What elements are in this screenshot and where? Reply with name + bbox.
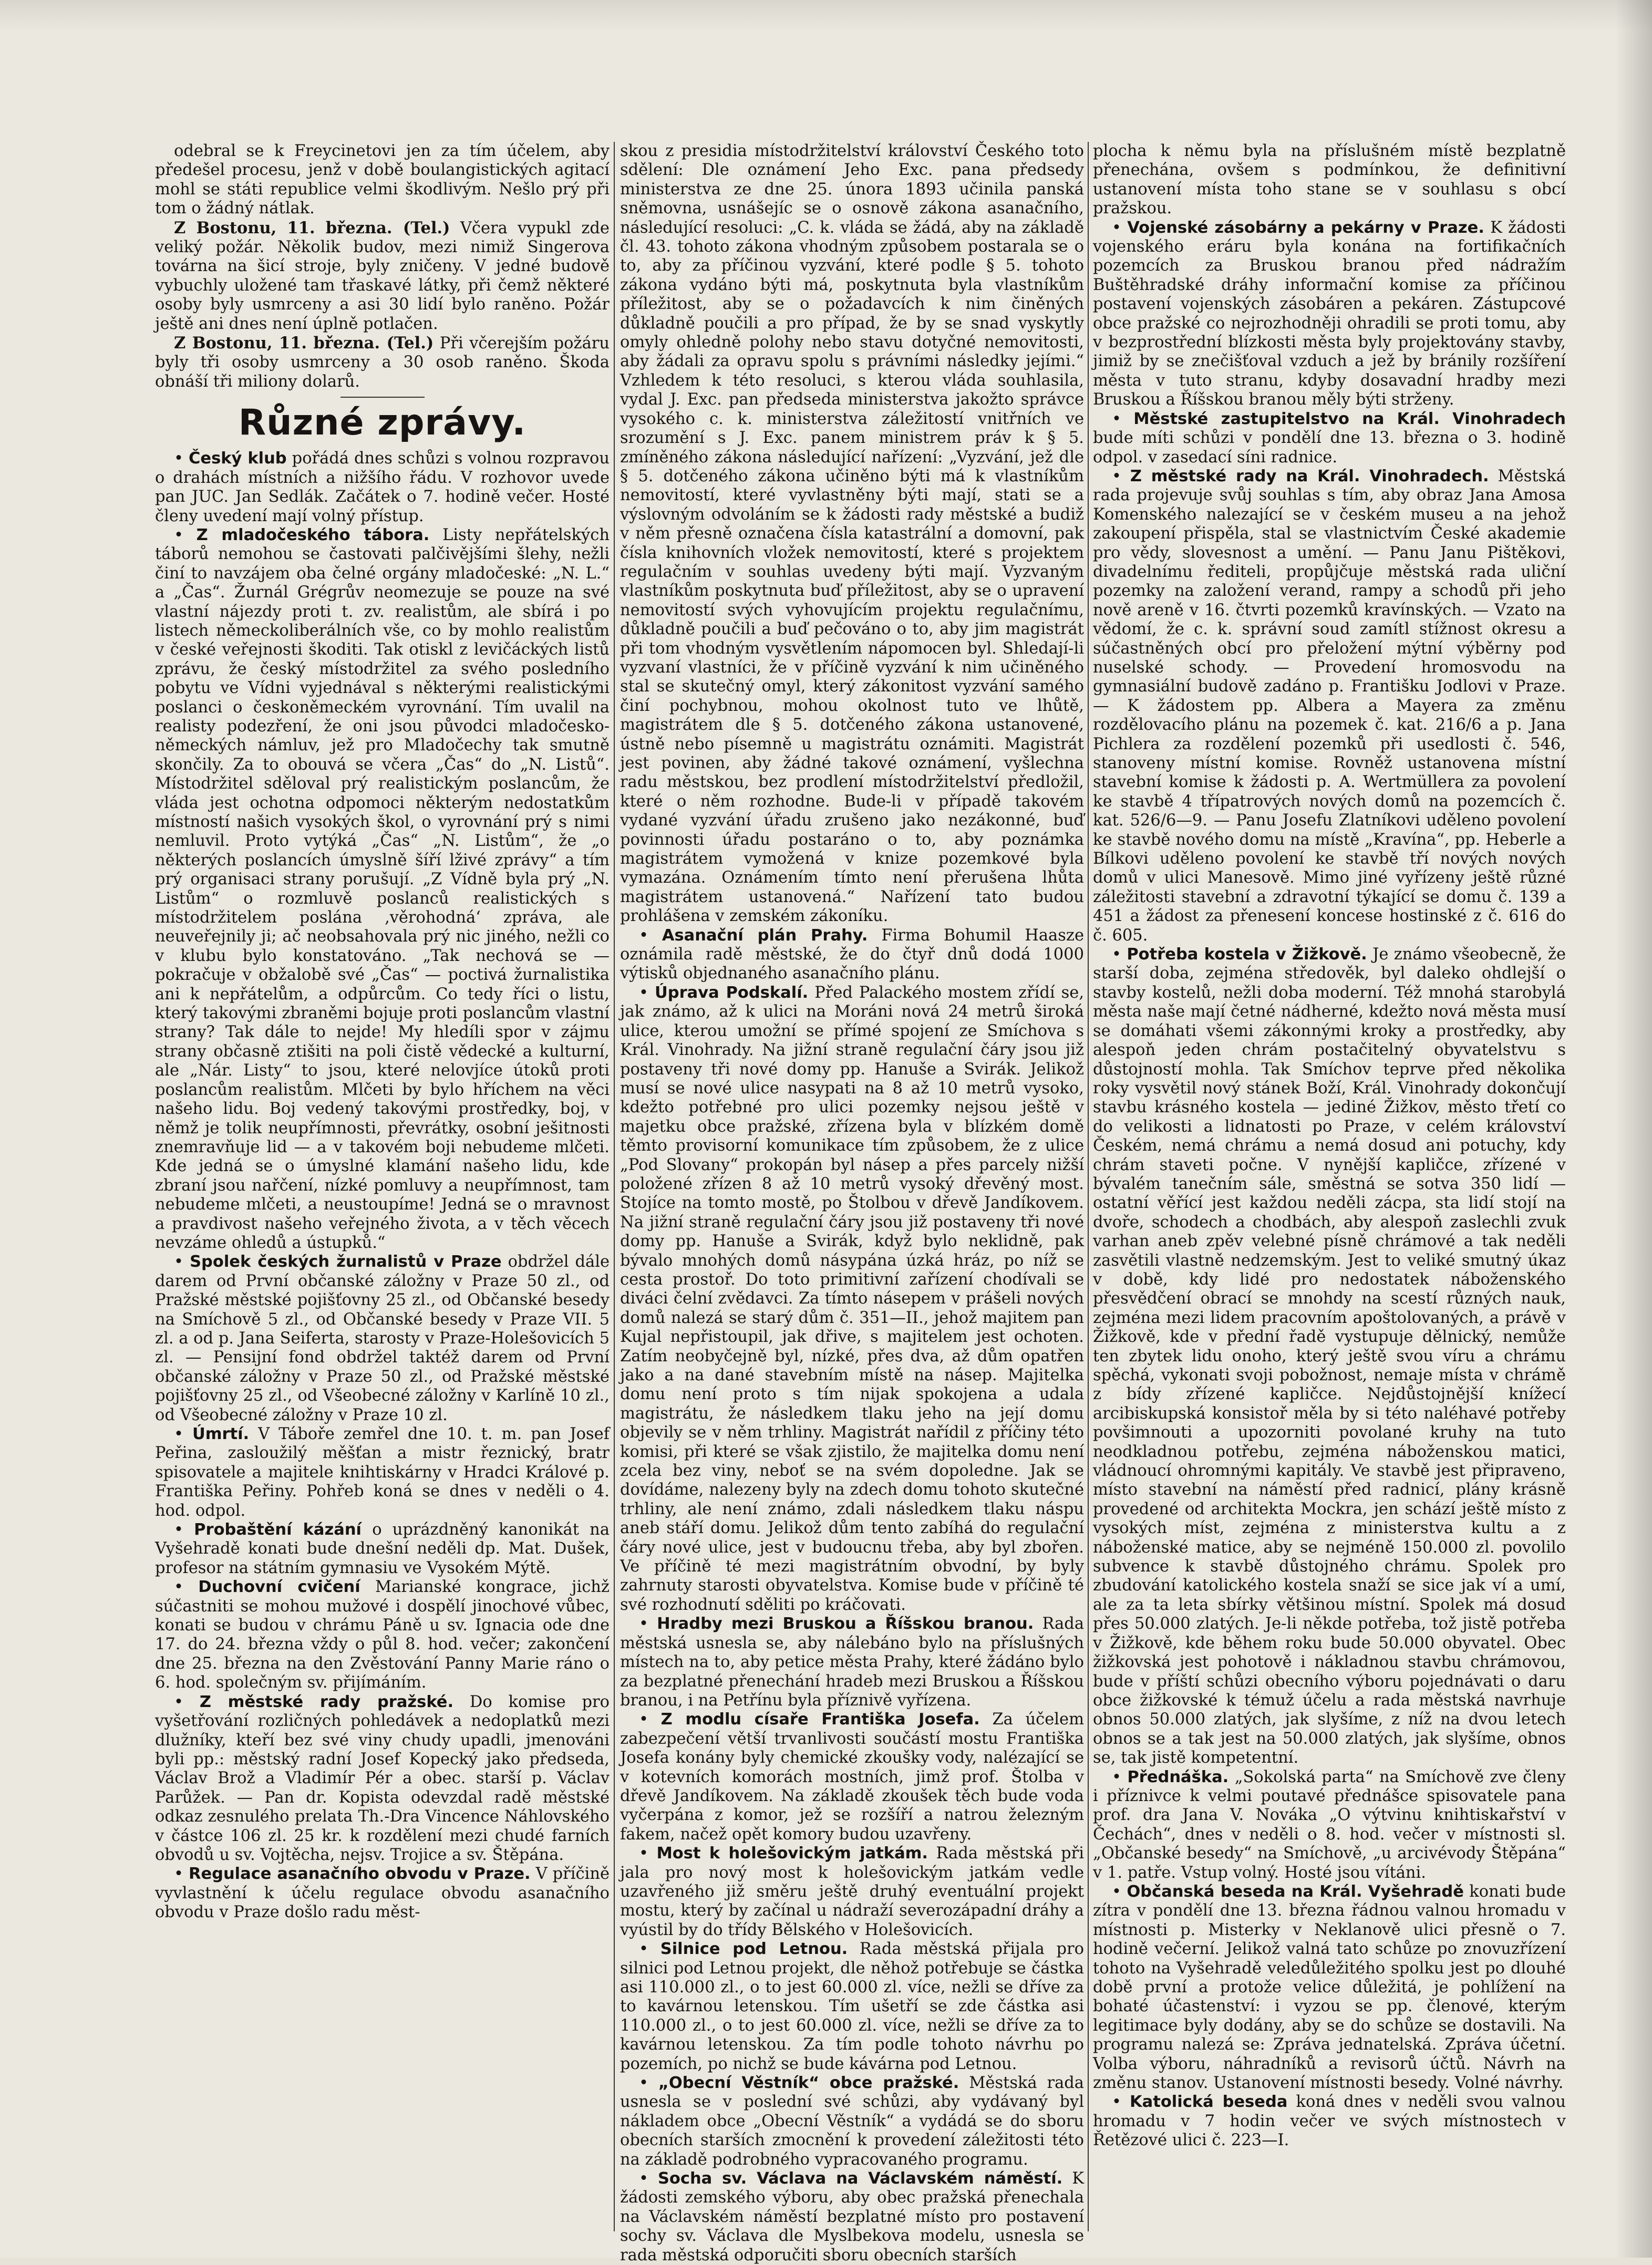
article-text: Rada městská přijala pro silnici pod Letnou projekt, dle něhož potřebuje se částka asi 110.000 zl., o to jest 60.000 zl. více, nežli se dříve za to kavárnou letenskou. Tím ušetří se zde částka asi 110.000 zl., o to jest 60.000 zl. více, nežli se dříve za to kavárnou letenskou. Za tím podle tohoto návrhu po pozemích, po nichž se bude kávárna pod Letnou. bbox=[620, 1940, 1084, 2073]
column-2 bbox=[620, 142, 1085, 2264]
article-text: Městská rada usnesla se v poslední své schůzi, aby vydávaný byl nákladem obce „Obecní Věstník“ a vydádá se do sboru obecních starších zmocnění k provedení záležitosti této na základě podrobného vypracovaného programu. bbox=[620, 2074, 1084, 2169]
article-text: bude míti schůzi v pondělí dne 13. března o 3. hodině odpol. v zasedací síni radnice. bbox=[1093, 429, 1566, 467]
news-item: • Z městské rady pražské. Do komise pro vyšetřování rozličných pohledávek a nedoplatků mezi dlužníky, kteří bez své viny chudy upadli, jmenováni byli pp.: městský radní Josef Kopecký jako předseda, Václav Brož a Vladimír Pér a obec. starší p. Václav Parůžek. — Pan dr. Kopista odevzdal radě městské odkaz zesnulého prelata Th.-Dra Vincence Náhlovského v částce 106 zl. 25 kr. k rozdělení mezi chudé farních obvodů u sv. Vojtěcha, nejsv. Trojice a sv. Štěpána. bbox=[155, 1692, 610, 1864]
news-item: • Probaštění kázání o uprázdněný kanonikát na Vyšehradě konati bude dnešní neděli dp. Mat. Dušek, profesor na státním gymnasiu ve Vysokém Mýtě. bbox=[155, 1521, 610, 1577]
article-text: Rada městská při jala pro nový most k holešovickým jatkám vedle uzavřeného již směru ještě druhý eventuální projekt mostu, který by začínal u nádraží severozápadní dráhy a vyústil by do třídy Bělského v Holešovicích. bbox=[620, 1844, 1084, 1939]
item-heading: Potřeba kostela v Žižkově. bbox=[1127, 945, 1367, 964]
item-heading: Přednáška. bbox=[1127, 1767, 1229, 1786]
column-1 bbox=[155, 142, 610, 2237]
news-item bbox=[155, 219, 610, 334]
article-text: Firma Bohumil Haasze oznámila radě městské, že do čtyř dnů dodá 1000 výtisků objednaného asanačního plánu. bbox=[620, 926, 1084, 983]
article-text: V příčině vyvlastnění k účelu regulace obvodu asanačního obvodu v Praze došlo radu měst- bbox=[155, 1865, 610, 1922]
article-text: o uprázdněný kanonikát na Vyšehradě konati bude dnešní neděli dp. Mat. Dušek, profesor na státním gymnasiu ve Vysokém Mýtě. bbox=[155, 1521, 610, 1577]
news-item: • Občanská beseda na Král. Vyšehradě konati bude zítra v pondělí dne 13. března řádnou valnou hromadu v místnosti p. Misterky v Neklanově ulici přesně o 7. hodině večerní. Jelikož valná tato schůze po znovuzřízení tohoto na Vyšehradě veledůležitého spolku jest po dlouhé době první a protože velice důležitá, je pohlížení na bohaté účastenství: i vyzou se pp. členové, kterým legitimace byly dodány, aby se do schůze se dostavili. Na programu nalezá se: Zpráva jednatelská. Zpráva účetní. Volba výboru, náhradníků a revisorů účtů. Návrh na změnu stanov. Ustanovení místnosti besedy. Volné návrhy. bbox=[1093, 1882, 1566, 2093]
news-item: • Katolická beseda koná dnes v neděli svou valnou hromadu v 7 hodin večer ve svých místnostech v Řetězové ulici č. 223—I. bbox=[1093, 2093, 1566, 2150]
page-edge-shadow bbox=[1615, 0, 1652, 2258]
item-heading: Z modlu císaře Františka Josefa. bbox=[660, 1710, 980, 1729]
news-item bbox=[155, 334, 610, 391]
news-item: • Most k holešovickým jatkám. Rada městská při jala pro nový most k holešovickým jatkám vedle uzavřeného již směru ještě druhý eventuální projekt mostu, který by začínal u nádraží severozápadní dráhy a vyústil by do třídy Bělského v Holešovicích. bbox=[620, 1844, 1084, 1939]
news-item: • Silnice pod Letnou. Rada městská přijala pro silnici pod Letnou projekt, dle něhož potřebuje se částka asi 110.000 zl., o to jest 60.000 zl. více, nežli se dříve za to kavárnou letenskou. Tím ušetří se zde částka asi 110.000 zl., o to jest 60.000 zl. více, nežli se dříve za to kavárnou letenskou. Za tím podle tohoto návrhu po pozemích, po nichž se bude kávárna pod Letnou. bbox=[620, 1940, 1084, 2073]
news-item: • Přednáška. „Sokolská parta“ na Smíchově zve členy i příznivce k velmi poutavé přednášce spisovatele pana prof. dra Jana V. Nováka „O výtvinu knihtiskařství v Čechách“, dnes v neděli o 8. hod. večer v místnosti sl. „Občanské besedy“ na Smíchově, „u arcivévody Štěpána“ v 1. patře. Vstup volný. Hosté jsou vítáni. bbox=[1093, 1767, 1566, 1882]
article-text: pořádá dnes schůzi s volnou rozpravou o drahách místních a nižšího řádu. V rozhovor uvede pan JUC. Jan Sedlák. Začátek o 7. hodině večer. Hosté členy uvedení mají volný přístup. bbox=[155, 449, 610, 525]
item-heading: Úprava Podskalí. bbox=[654, 983, 809, 1002]
article-text: „Sokolská parta“ na Smíchově zve členy i příznivce k velmi poutavé přednášce spisovatele pana prof. dra Jana V. Nováka „O výtvinu knihtiskařství v Čechách“, dnes v neděli o 8. hod. večer v místnosti sl. „Občanské besedy“ na Smíchově, „u arcivévody Štěpána“ v 1. patře. Vstup volný. Hosté jsou vítáni. bbox=[1093, 1767, 1566, 1882]
item-heading: Spolek českých žurnalistů v Praze bbox=[190, 1253, 502, 1271]
item-heading: Z městské rady na Král. Vinohradech. bbox=[1130, 467, 1489, 485]
news-item: • Úprava Podskalí. Před Palackého mostem zřídí se, jak známo, až k ulici na Moráni nová 24 metrů široká ulice, kterou umožní se přímé spojení ze Smíchova s Král. Vinohrady. Na jižní straně regulační čáry jsou již postaveny tři nové domy pp. Hanuše a Svirák. Jelikož musí se nové ulice nasypati na 8 až 10 metrů vysoko, kdežto potřebné pro ulici pozemky nejsou ještě v majetku obce pražské, zřízena byla v blízkém domě těmto provisorní komunikace tím způsobem, že z ulice „Pod Slovany“ prokopán byl násep a přes parcely nižší položené zřízen 8 až 10 metrů vysoký dřevěný most. Stojíce na tomto mostě, po Štolbou v dřevě Jandíkovem. Na jižní straně regulační čáry jsou již postaveny tři nové domy pp. Hanuše a Svirák, když bylo neklidně, pak bývalo mnohých domů násypána úzká hráz, po níž se cesta prostoř. Do toto primitivní zařízení chodívali se diváci čelní zvědavci. Za tímto násepem v prášeli nových domů nalezá se starý dům č. 351—II., jehož majitem pan Kujal nepřistoupil, jak dřive, s majitelem jest ochoten. Zatím neobyčejně byl, nízké, přes dva, až dům opatřen jako a na dané stavebním místě na násep. Majitelka domu není proto s tím nijak spokojena a udala magistrátu, že následkem tlaku jeho na její domu objevily se v něm trhliny. Magistrát nařídil z příčiny této komisi, při které se však zjistilo, že majitelka domu není zcela bez viny, neboť se na svém dopoledne. Jak se dovídáme, nalezeny byly na zdech domu tohoto skutečné trhliny, ale není známo, zdali následkem tlaku náspu aneb stáří domu. Jelikož dům tento zabíhá do regulační čáry nové ulice, jest v budoucnu třeba, aby byl zbořen. Ve příčině té mezi magistrátním obvodní, by byly zahrnuty starosti obyvatelstva. Komise bude v příčině té své rozhodnutí sděliti po kráčovati. bbox=[620, 983, 1085, 1614]
item-heading: Český klub bbox=[189, 449, 287, 468]
column-rule bbox=[614, 142, 615, 2231]
news-item: • Z městské rady na Král. Vinohradech. Městská rada projevuje svůj souhlas s tím, aby obraz Jana Amosa Komenského nalezající se v českém museu a na jehož zakoupení přispěla, stal se vlastnictvím České akademie pro vědy, slovesnost a umění. — Panu Janu Pištěkovi, divadelnímu řediteli, propůjčuje městská rada uliční pozemky na založení verand, rampy a schodů při jeho nově areně v 16. čtvrti pozemků kravínských. — Vzato na vědomí, že c. k. správní soud zamítl stížnost okresu a súčastněných obcí pro přeložení mýtní výběrny pod nuselské schody. — Provedení hromosvodu na gymnasiální budově zadáno p. Františku Jodlovi v Praze. — K žádostem pp. Albera a Mayera za změnu rozdělovacího plánu na pozemek č. kat. 216/6 a p. Jana Pichlera za rozdělení pozemků při usedlosti č. 546, stanoveny místní komise. Rovněž ustanovena místní stavební komise k žádosti p. A. Wertmüllera za povolení ke stavbě 4 třípatrových nových domů na pozemcích č. kat. 526/6—9. — Panu Josefu Zlatníkovi uděleno povolení ke stavbě nového domu na místě „Kravína“, pp. Heberle a Bílkovi uděleno povolení ke stavbě tří nových nových domů v ulici Manesově. Mimo jiné vyřízeny ještě různé záležitosti stavební a zdravotní týkající se domu č. 139 a 451 a žádost za přenesení koncese hostinské z č. 616 do č. 605. bbox=[1093, 467, 1566, 945]
item-heading: Vojenské zásobárny a pekárny v Praze. bbox=[1127, 218, 1484, 237]
section-title: Různé zprávy. bbox=[238, 402, 526, 444]
article-text: K žádosti vojenského eráru byla konána na fortifikačních pozemcích za Bruskou branou před nádražím Buštěhradské dráhy informační komise za příčinou postavení vojenských zásobáren a pekáren. Zástupcové obce pražské co nejrozhodněji ohradili se proti tomu, aby v bezprostřední blízkosti města byly projektovány stavby, jimiž by se znečišťoval vzduch a jež by bránily rozšíření města v tuto stranu, kdyby dosavadní hradby mezi Bruskou a Říšskou branou měly býti strženy. bbox=[1093, 218, 1566, 409]
news-item: • Asanační plán Prahy. Firma Bohumil Haasze oznámila radě městské, že do čtyř dnů dodá 1000 výtisků objednaného asanačního plánu. bbox=[620, 926, 1084, 983]
article-text: konati bude zítra v pondělí dne 13. března řádnou valnou hromadu v místnosti p. Misterky v Neklanově ulici přesně o 7. hodině večerní. Jelikož valná tato schůze po znovuzřízení tohoto na Vyšehradě veledůležitého spolku jest po dlouhé době první a protože velice důležitá, je pohlížení na bohaté účastenství: i vyzou se pp. členové, kterým legitimace byly dodány, aby se do schůze se dostavili. Na programu nalezá se: Zpráva jednatelská. Zpráva účetní. Volba výboru, náhradníků a revisorů účtů. Návrh na změnu stanov. Ustanovení místnosti besedy. Volné návrhy. bbox=[1093, 1882, 1566, 2093]
item-heading: Úmrtí. bbox=[192, 1425, 250, 1443]
article-text: plocha k němu byla na příslušném místě bezplatně přenechána, ovšem s podmínkou, že definitivní ustanovení místa toho stane se v souhlasu s obcí pražskou. bbox=[1093, 142, 1566, 218]
item-heading: Městské zastupitelstvo na Král. Vinohradech bbox=[1133, 409, 1566, 428]
news-item: • Socha sv. Václava na Václavském náměstí. K žádosti zemského výboru, aby obec pražská přenechala na Václavském náměstí bezplatné místo pro postavení sochy sv. Václava dle Myslbekova modelu, usnesla se rada městská odporučiti sboru obecních starších bbox=[620, 2169, 1084, 2264]
article-text: Rada městská usnesla se, aby nálebáno bylo na příslušných místech na to, aby petice města Prahy, které žádáno bylo za bezplatné přenechání hradeb mezi Bruskou a Říšskou branou, i na Petřínu byla příznivě vyřízena. bbox=[620, 1615, 1085, 1710]
item-heading: Socha sv. Václava na Václavském náměstí. bbox=[657, 2169, 1063, 2188]
item-heading: Regulace asanačního obvodu v Praze. bbox=[188, 1865, 531, 1884]
item-heading: Silnice pod Letnou. bbox=[660, 1940, 848, 1959]
page-top-shading bbox=[0, 0, 1652, 32]
news-item: • Regulace asanačního obvodu v Praze. V příčině vyvlastnění k účelu regulace obvodu asanačního obvodu v Praze došlo radu měst- bbox=[155, 1865, 610, 1922]
article-text: Listy nepřátelských táborů nemohou se častovati palčivějšími šlehy, nežli činí to navzájem oba čelné orgány mladočeské: „N. L.“ a „Čas“. Žurnál Grégrův neomezuje se pouze na své vlastní nájezdy proti t. zv. realistům, ale sbírá i po listech německoliberálních vše, co by mohlo realistům v české veřejnosti škoditi. Tak otiskl z levičáckých listů zprávu, že český místodržitel za svého posledního pobytu ve Vídni vyjednával s některými realistickými poslanci o českoněmeckém vyrovnání. Tím uvalil na realisty podezření, že oni jsou původci mladočesko-německých námluv, jež pro Mladočechy tak smutně skončily. Za to obouvá se včera „Čas“ do „N. Listů“. Místodržitel sděloval prý realistickým poslancům, že vláda jest ochotna odpomoci některým nedostatkům místností našich vysokých škol, o vyrovnání prý s nimi nemluvil. Proto vytýká „Čas“ „N. Listům“, že „o některých poslancích úmyslně šíří lživé zprávy“ a tím prý organisaci strany porušují. „Z Vídně byla prý „N. Listům“ o rozmluvě poslanců realistických s místodržitelem poslána ‚věrohodná‘ zpráva, ale neuveřejnily ji; ač neobsahovala prý nic jiného, nežli co v klubu bylo konstatováno. „Tak nechová se — pokračuje v obžalobě své „Čas“ — poctivá žurnalistika ani k nepřátelům, a odpůrcům. Co tedy říci o listu, který takovými zbraněmi bojuje proti poslancům vlastní strany? Tak dále to nejde! My hledíli spor v zájmu strany občasně ztišiti na poli čistě vědecké a kulturní, ale „Nár. Listy“ to jsou, které nelovjíce útoků proti poslancům realistům. Mlčeti by bylo hříchem na věci našeho lidu. Boj vedený takovými prostředky, boj, v němž je tolik neupřímnosti, převrátky, osobní ješitnosti znemravňuje lid — a v takovém boji nebudeme mlčeti. Kde jedná se o úmyslné klamání našeho lidu, kde zbraní jsou nařčení, nízké pomluvy a neupřímnost, tam nebudeme mlčeti, a neustoupíme! Jedná se o mravnost a pravdivost našeho veřejného života, a v těch věcech nevzáme ohledů a ústupků.“ bbox=[155, 525, 610, 1252]
article-text: koná dnes v neděli svou valnou hromadu v 7 hodin večer ve svých místnostech v Řetězové ulici č. 223—I. bbox=[1093, 2093, 1566, 2150]
item-heading: Duchovní cvičení bbox=[198, 1578, 360, 1597]
article-text: Je známo všeobecně, že starší doba, zejména středověk, byl daleko ohdlejší o stavby kostelů, nežli doba moderní. Též mnohá starobylá města naše mají četné nádherné, kdežto nová města musí se domáhati všemi zákonnými kroky a prostředky, aby alespoň jeden chrám postačitelný obyvatelstvu s důstojností mohla. Tak Smíchov teprve před několika roky vysvětil nový stánek Boží, Král. Vinohrady dokončují stavbu krásného kostela — jediné Žižkov, město třetí co do velikosti a lidnatosti po Praze, v celém království Českém, nemá chrámu a nemá dosud ani potuchy, kdy chrám staveti počne. V nynější kapličce, zřízené v bývalém tanečním sále, směstná se sotva 350 lidí — ostatní věřící jest každou neděli zácpa, sta lidí stojí na dvoře, schodech a chodbách, aby alespoň zaslechli zvuk varhan aneb zpěv velebné písně chrámové a tak neděli zasvětili vlastně nedzemským. Jest to veliké smutný úkaz v době, kdy lidé pro nedostatek náboženského přesvědčení obrací se mnohdy na scestí různých nauk, zejména mezi lidem pracovním apoštolovaných, a právě v Žižkově, kde v přední řadě vystupuje dělnický, nemůže ten zbytek lidu onoho, který ještě svou víru a chrámu spěchá, vykonati svoji pobožnost, nemaje místa v chrámě z bídy zřízené kapličce. Nejdůstojnější knížecí arcibiskupská konsistoř měla by si této naléhavé potřeby povšimnouti a upozorniti povolané kruhy na tuto neodkladnou potřebu, zejména náboženskou matici, vládnoucí ohromnými kapitály. Ve stavbě jest připraveno, místo stavební na náměstí před radnicí, plány krásně provedené od architekta Mockra, jen schází ještě místo z vysokých míst, zejména z ministerstva kultu a z náboženské matice, aby se nejméně 150.000 zl. povolilo subvence k stavbě důstojného chrámu. Spolek pro zbudování katolického kostela snaží se sice jak ví a umí, ale za ta leta sbírky většinou místní. Spolek má dosud přes 50.000 zlatých. Je-li někde potřeba, tož jistě potřeba v Žižkově, kde během roku bude 50.000 obyvatel. Obec žižkovská jest pohotově i nákladnou stavbu chrámovou, bude v příští schůzi obecního výboru pojednávati o daru obce žižkovské k témuž účelu a rada městská navrhuje obnos 50.000 zlatých, jak slyšíme, z níž na dvou letech obnos se a tak jest na 50.000 zlatých, jak slyšíme, obnos se, tak jistě kompetentní. bbox=[1093, 945, 1566, 1767]
news-item: • Český klub pořádá dnes schůzi s volnou rozpravou o drahách místních a nižšího řádu. V rozhovor uvede pan JUC. Jan Sedlák. Začátek o 7. hodině večer. Hosté členy uvedení mají volný přístup. bbox=[155, 449, 610, 525]
item-heading: „Obecní Věstník“ obce pražské. bbox=[658, 2074, 959, 2093]
news-item: • Městské zastupitelstvo na Král. Vinohradech bude míti schůzi v pondělí dne 13. března o 3. hodině odpol. v zasedací síni radnice. bbox=[1093, 409, 1566, 467]
news-item: • Spolek českých žurnalistů v Praze obdržel dále darem od První občanské záložny v Praze 50 zl., od Pražské městské pojišťovny 25 zl., od Občanské besedy na Smíchově 5 zl., od Občanské besedy v Praze VII. 5 zl. a od p. Jana Seiferta, starosty v Praze-Holešovicích 5 zl. — Pensijní fond obdržel taktéž darem od První občanské záložny v Praze 50 zl., od Pražské městské pojišťovny 25 zl., od Všeobecné záložny v Karlíně 10 zl., od Všeobecné záložny v Praze 10 zl. bbox=[155, 1253, 610, 1424]
news-item: • Vojenské zásobárny a pekárny v Praze. K žádosti vojenského eráru byla konána na fortifikačních pozemcích za Bruskou branou před nádražím Buštěhradské dráhy informační komise za příčinou postavení vojenských zásobáren a pekáren. Zástupcové obce pražské co nejrozhodněji ohradili se proti tomu, aby v bezprostřední blízkosti města byly projektovány stavby, jimiž by se znečišťoval vzduch a jež by bránily rozšíření města v tuto stranu, kdyby dosavadní hradby mezi Bruskou a Říšskou branou měly býti strženy. bbox=[1093, 218, 1566, 409]
item-heading: Asanační plán Prahy. bbox=[662, 926, 868, 945]
news-item: • „Obecní Věstník“ obce pražské. Městská rada usnesla se v poslední své schůzi, aby vydávaný byl nákladem obce „Obecní Věstník“ a vydádá se do sboru obecních starších zmocnění k provedení záležitosti této na základě podrobného vypracovaného programu. bbox=[620, 2074, 1084, 2169]
article-text: Marianské kongrace, jichž súčastniti se mohou mužové i dospělí jinochové vůbec, konati se budou v chrámu Páně u sv. Ignacia ode dne 17. do 24. března vždy o půl 8. hod. večer; zakončení dne 25. března na den Zvěstování Panny Marie ráno o 6. hod. společným sv. přijímáním. bbox=[155, 1578, 610, 1692]
article-text: Včera vypukl zde veliký požár. Několik budov, mezi nimiž Singerova továrna na šicí stroje, byly zničeny. V jedné budově vybuchly uložené tam třaskavé látky, při čemž některé osoby byly usmrceny a asi 30 lidí bylo raněno. Požár ještě ani dnes není úplně potlačen. bbox=[155, 219, 610, 333]
article-text: Městská rada projevuje svůj souhlas s tím, aby obraz Jana Amosa Komenského nalezající se v českém museu a na jehož zakoupení přispěla, stal se vlastnictvím České akademie pro vědy, slovesnost a umění. — Panu Janu Pištěkovi, divadelnímu řediteli, propůjčuje městská rada uliční pozemky na založení verand, rampy a schodů při jeho nově areně v 16. čtvrti pozemků kravínských. — Vzato na vědomí, že c. k. správní soud zamítl stížnost okresu a súčastněných obcí pro přeložení mýtní výběrny pod nuselské schody. — Provedení hromosvodu na gymnasiální budově zadáno p. Františku Jodlovi v Praze. — K žádostem pp. Albera a Mayera za změnu rozdělovacího plánu na pozemek č. kat. 216/6 a p. Jana Pichlera za rozdělení pozemků při usedlosti č. 546, stanoveny místní komise. Rovněž ustanovena místní stavební komise k žádosti p. A. Wertmüllera za povolení ke stavbě 4 třípatrových nových domů na pozemcích č. kat. 526/6—9. — Panu Josefu Zlatníkovi uděleno povolení ke stavbě nového domu na místě „Kravína“, pp. Heberle a Bílkovi uděleno povolení ke stavbě tří nových nových domů v ulici Manesově. Mimo jiné vyřízeny ještě různé záležitosti stavební a zdravotní týkající se domu č. 139 a 451 a žádost za přenesení koncese hostinské z č. 616 do č. 605. bbox=[1093, 467, 1566, 945]
dateline: Z Bostonu, 11. března. (Tel.) bbox=[174, 334, 434, 353]
article-text: V Táboře zemřel dne 10. t. m. pan Josef Peřina, zasloužilý měšťan a mistr řeznický, bratr spisovatele a majitele knihtiskárny v Hradci Králové p. Františka Peřiny. Pohřeb koná se dnes v neděli o 4. hod. odpol. bbox=[155, 1425, 610, 1520]
title-divider bbox=[340, 397, 425, 398]
article-text: obdržel dále darem od První občanské záložny v Praze 50 zl., od Pražské městské pojišťovny 25 zl., od Občanské besedy na Smíchově 5 zl., od Občanské besedy v Praze VII. 5 zl. a od p. Jana Seiferta, starosty v Praze-Holešovicích 5 zl. — Pensijní fond obdržel taktéž darem od První občanské záložny v Praze 50 zl., od Pražské městské pojišťovny 25 zl., od Všeobecné záložny v Karlíně 10 zl., od Všeobecné záložny v Praze 10 zl. bbox=[155, 1253, 610, 1424]
article-text: Před Palackého mostem zřídí se, jak známo, až k ulici na Moráni nová 24 metrů široká ulice, kterou umožní se přímé spojení ze Smíchova s Král. Vinohrady. Na jižní straně regulační čáry jsou již postaveny tři nové domy pp. Hanuše a Svirák. Jelikož musí se nové ulice nasypati na 8 až 10 metrů vysoko, kdežto potřebné pro ulici pozemky nejsou ještě v majetku obce pražské, zřízena byla v blízkém domě těmto provisorní komunikace tím způsobem, že z ulice „Pod Slovany“ prokopán byl násep a přes parcely nižší položené zřízen 8 až 10 metrů vysoký dřevěný most. Stojíce na tomto mostě, po Štolbou v dřevě Jandíkovem. Na jižní straně regulační čáry jsou již postaveny tři nové domy pp. Hanuše a Svirák, když bylo neklidně, pak bývalo mnohých domů násypána úzká hráz, po níž se cesta prostoř. Do toto primitivní zařízení chodívali se diváci čelní zvědavci. Za tímto násepem v prášeli nových domů nalezá se starý dům č. 351—II., jehož majitem pan Kujal nepřistoupil, jak dřive, s majitelem jest ochoten. Zatím neobyčejně byl, nízké, přes dva, až dům opatřen jako a na dané stavebním místě na násep. Majitelka domu není proto s tím nijak spokojena a udala magistrátu, že následkem tlaku jeho na její domu objevily se v něm trhliny. Magistrát nařídil z příčiny této komisi, při které se však zjistilo, že majitelka domu není zcela bez viny, neboť se na svém dopoledne. Jak se dovídáme, nalezeny byly na zdech domu tohoto skutečné trhliny, ale není známo, zdali následkem tlaku náspu aneb stáří domu. Jelikož dům tento zabíhá do regulační čáry nové ulice, jest v budoucnu třeba, aby byl zbořen. Ve příčině té mezi magistrátním obvodní, by byly zahrnuty starosti obyvatelstva. Komise bude v příčině té své rozhodnutí sděliti po kráčovati. bbox=[620, 983, 1085, 1614]
news-item: • Z modlu císaře Františka Josefa. Za účelem zabezpečení větší trvanlivosti součástí mostu Františka Josefa konány byly chemické zkoušky vody, nalézající se v kotevních komorách mostních, jimž prof. Štolba v dřevě Jandíkovem. Na základě zkoušek těch bude voda vyčerpána z komor, jež se rozšíří a natrou železným fakem, načež opět komory budou uzavřeny. bbox=[620, 1710, 1085, 1844]
article-text: Za účelem zabezpečení větší trvanlivosti součástí mostu Františka Josefa konány byly chemické zkoušky vody, nalézající se v kotevních komorách mostních, jimž prof. Štolba v dřevě Jandíkovem. Na základě zkoušek těch bude voda vyčerpána z komor, jež se rozšíří a natrou železným fakem, načež opět komory budou uzavřeny. bbox=[620, 1710, 1085, 1844]
news-item: • Duchovní cvičení Marianské kongrace, jichž súčastniti se mohou mužové i dospělí jinochové vůbec, konati se budou v chrámu Páně u sv. Ignacia ode dne 17. do 24. března vždy o půl 8. hod. večer; zakončení dne 25. března na den Zvěstování Panny Marie ráno o 6. hod. společným sv. přijímáním. bbox=[155, 1578, 610, 1692]
article-text: skou z presidia místodržitelství království Českého toto sdělení: Dle oznámení Jeho Exc. pana předsedy ministerstva ze dne 25. února 1893 učinila panská sněmovna, usnášejíc se o osnově zákona asanačního, následující resoluci: „C. k. vláda se žádá, aby na základě čl. 43. tohoto zákona vhodným způsobem postarala se o to, aby za příčinou vyzvání, které podle § 5. tohoto zákona vydáno býti má, poskytnuta byla vlastníkům příležitost, aby se o požadavcích k nim činěných důkladně poučili a pro případ, že by se snad vyskytly omyly ohledně polohy nebo stavu dotyčné nemovitosti, aby žádali za opravu spolu s právními následky jejími.“ Vzhledem k této resoluci, s kterou vláda souhlasila, vydal J. Exc. pan předseda ministerstva jakožto správce vysokého c. k. ministerstva záležitostí vnitřních ve srozumění s J. Exc. panem ministrem práv k § 5. zmíněného zákona následující nařízení: „Vyzvání, jež dle § 5. dotčeného zákona učiněno býti má k vlastníkům nemovitostí, které vyvlastněny býti mají, stati se a výslovným odvoláním se k žádosti rady městské a budiž v něm přesně označena čísla katastrální a domovní, pak čísla knihovních vložek nemovitostí, které s projektem regulačním v souhlas uvedeny býti mají. Vyzvaným vlastníkům poskytnuta buď příležitost, aby se o upravení nemovitostí svých vyhovujícím projektu regulačnímu, důkladně poučili a buď pečováno o to, aby jim magistrát při tom vhodným vysvětlením nápomocen byl. Shledají-li vyzvaní vlastníci, že v příčině vyzvání k nim učiněného stal se skutečný omyl, který zákonitost vyzvání samého činí pochybnou, mohou okolnost tuto ve lhůtě, magistrátem dle § 5. dotčeného zákona ustanovené, ústně nebo písemně u magistrátu oznámiti. Magistrát jest povinen, aby žádné takové oznámení, vyšlechna radu městskou, bez prodlení místodržitelství předložil, které o něm rozhodne. Bude-li v případě takovém vydané vyzvání úřadu zrušeno jako nezákonné, buď povinnosti úřadu postaráno o to, aby poznámka magistrátem vymožená v knize pozemkové byla vymazána. Oznámením tímto není přerušena lhůta magistrátem ustanovená.“ Nařízení tato budou prohlášena v zemském zákoníku. bbox=[620, 142, 1084, 926]
news-item: • Úmrtí. V Táboře zemřel dne 10. t. m. pan Josef Peřina, zasloužilý měšťan a mistr řeznický, bratr spisovatele a majitele knihtiskárny v Hradci Králové p. Františka Peřiny. Pohřeb koná se dnes v neděli o 4. hod. odpol. bbox=[155, 1425, 610, 1520]
item-heading: Hradby mezi Bruskou a Říšskou branou. bbox=[657, 1615, 1034, 1633]
item-heading: Z městské rady pražské. bbox=[199, 1692, 454, 1711]
dateline: Z Bostonu, 11. března. (Tel.) bbox=[174, 218, 450, 237]
item-heading: Z mladočeského tábora. bbox=[196, 525, 430, 544]
news-item: • Potřeba kostela v Žižkově. Je známo všeobecně, že starší doba, zejména středověk, byl daleko ohdlejší o stavby kostelů, nežli doba moderní. Též mnohá starobylá města naše mají četné nádherné, kdežto nová města musí se domáhati všemi zákonnými kroky a prostředky, aby alespoň jeden chrám postačitelný obyvatelstvu s důstojností mohla. Tak Smíchov teprve před několika roky vysvětil nový stánek Boží, Král. Vinohrady dokončují stavbu krásného kostela — jediné Žižkov, město třetí co do velikosti a lidnatosti po Praze, v celém království Českém, nemá chrámu a nemá dosud ani potuchy, kdy chrám staveti počne. V nynější kapličce, zřízené v bývalém tanečním sále, směstná se sotva 350 lidí — ostatní věřící jest každou neděli zácpa, sta lidí stojí na dvoře, schodech a chodbách, aby alespoň zaslechli zvuk varhan aneb zpěv velebné písně chrámové a tak neděli zasvětili vlastně nedzemským. Jest to veliké smutný úkaz v době, kdy lidé pro nedostatek náboženského přesvědčení obrací se mnohdy na scestí různých nauk, zejména mezi lidem pracovním apoštolovaných, a právě v Žižkově, kde v přední řadě vystupuje dělnický, nemůže ten zbytek lidu onoho, který ještě svou víru a chrámu spěchá, vykonati svoji pobožnost, nemaje místa v chrámě z bídy zřízené kapličce. Nejdůstojnější knížecí arcibiskupská konsistoř měla by si této naléhavé potřeby povšimnouti a upozorniti povolané kruhy na tuto neodkladnou potřebu, zejména náboženskou matici, vládnoucí ohromnými kapitály. Ve stavbě jest připraveno, místo stavební na náměstí před radnicí, plány krásně provedené od architekta Mockra, jen schází ještě místo z vysokých míst, zejména z ministerstva kultu a z náboženské matice, aby se nejméně 150.000 zl. povolilo subvence k stavbě důstojného chrámu. Spolek pro zbudování katolického kostela snaží se sice jak ví a umí, ale za ta leta sbírky většinou místní. Spolek má dosud přes 50.000 zlatých. Je-li někde potřeba, tož jistě potřeba v Žižkově, kde během roku bude 50.000 obyvatel. Obec žižkovská jest pohotově i nákladnou stavbu chrámovou, bude v příští schůzi obecního výboru pojednávati o daru obce žižkovské k témuž účelu a rada městská navrhuje obnos 50.000 zlatých, jak slyšíme, z níž na dvou letech obnos se a tak jest na 50.000 zlatých, jak slyšíme, obnos se, tak jistě kompetentní. bbox=[1093, 945, 1566, 1767]
news-item: • Z mladočeského tábora. Listy nepřátelských táborů nemohou se častovati palčivějšími šlehy, nežli činí to navzájem oba čelné orgány mladočeské: „N. L.“ a „Čas“. Žurnál Grégrův neomezuje se pouze na své vlastní nájezdy proti t. zv. realistům, ale sbírá i po listech německoliberálních vše, co by mohlo realistům v české veřejnosti škoditi. Tak otiskl z levičáckých listů zprávu, že český místodržitel za svého posledního pobytu ve Vídni vyjednával s některými realistickými poslanci o českoněmeckém vyrovnání. Tím uvalil na realisty podezření, že oni jsou původci mladočesko-německých námluv, jež pro Mladočechy tak smutně skončily. Za to obouvá se včera „Čas“ do „N. Listů“. Místodržitel sděloval prý realistickým poslancům, že vláda jest ochotna odpomoci některým nedostatkům místností našich vysokých škol, o vyrovnání prý s nimi nemluvil. Proto vytýká „Čas“ „N. Listům“, že „o některých poslancích úmyslně šíří lživé zprávy“ a tím prý organisaci strany porušují. „Z Vídně byla prý „N. Listům“ o rozmluvě poslanců realistických s místodržitelem poslána ‚věrohodná‘ zpráva, ale neuveřejnily ji; ač neobsahovala prý nic jiného, nežli co v klubu bylo konstatováno. „Tak nechová se — pokračuje v obžalobě své „Čas“ — poctivá žurnalistika ani k nepřátelům, a odpůrcům. Co tedy říci o listu, který takovými zbraněmi bojuje proti poslancům vlastní strany? Tak dále to nejde! My hledíli spor v zájmu strany občasně ztišiti na poli čistě vědecké a kulturní, ale „Nár. Listy“ to jsou, které nelovjíce útoků proti poslancům realistům. Mlčeti by bylo hříchem na věci našeho lidu. Boj vedený takovými prostředky, boj, v němž je tolik neupřímnosti, převrátky, osobní ješitnosti znemravňuje lid — a v takovém boji nebudeme mlčeti. Kde jedná se o úmyslné klamání našeho lidu, kde zbraní jsou nařčení, nízké pomluvy a neupřímnost, tam nebudeme mlčeti, a neustoupíme! Jedná se o mravnost a pravdivost našeho veřejného života, a v těch věcech nevzáme ohledů a ústupků.“ bbox=[155, 525, 610, 1252]
article-text: odebral se k Freycinetovi jen za tím účelem, aby předešel procesu, jenž v době boulangistických agitací mohl se státi republice velmi škodlivým. Nešlo prý při tom o žádný nátlak. bbox=[155, 142, 610, 218]
column-3 bbox=[1093, 142, 1566, 2237]
article-text: Při včerejším požáru byly tři osoby usmrceny a 30 osob raněno. Škoda obnáší tři miliony dolarů. bbox=[155, 334, 610, 391]
item-heading: Probaštění kázání bbox=[194, 1521, 362, 1539]
article-text: K žádosti zemského výboru, aby obec pražská přenechala na Václavském náměstí bezplatné místo pro postavení sochy sv. Václava dle Myslbekova modelu, usnesla se rada městská odporučiti sboru obecních starších bbox=[620, 2169, 1084, 2264]
item-heading: Most k holešovickým jatkám. bbox=[656, 1844, 928, 1863]
news-item: • Hradby mezi Bruskou a Říšskou branou. Rada městská usnesla se, aby nálebáno bylo na příslušných místech na to, aby petice města Prahy, které žádáno bylo za bezplatné přenechání hradeb mezi Bruskou a Říšskou branou, i na Petřínu byla příznivě vyřízena. bbox=[620, 1615, 1085, 1710]
item-heading: Občanská beseda na Král. Vyšehradě bbox=[1127, 1882, 1464, 1901]
article-text: Do komise pro vyšetřování rozličných pohledávek a nedoplatků mezi dlužníky, kteří bez své viny chudy upadli, jmenováni byli pp.: městský radní Josef Kopecký jako předseda, Václav Brož a Vladimír Pér a obec. starší p. Václav Parůžek. — Pan dr. Kopista odevzdal radě městské odkaz zesnulého prelata Th.-Dra Vincence Náhlovského v částce 106 zl. 25 kr. k rozdělení mezi chudé farních obvodů u sv. Vojtěcha, nejsv. Trojice a sv. Štěpána. bbox=[155, 1692, 610, 1864]
item-heading: Katolická beseda bbox=[1130, 2093, 1288, 2112]
column-rule bbox=[1088, 142, 1089, 2231]
